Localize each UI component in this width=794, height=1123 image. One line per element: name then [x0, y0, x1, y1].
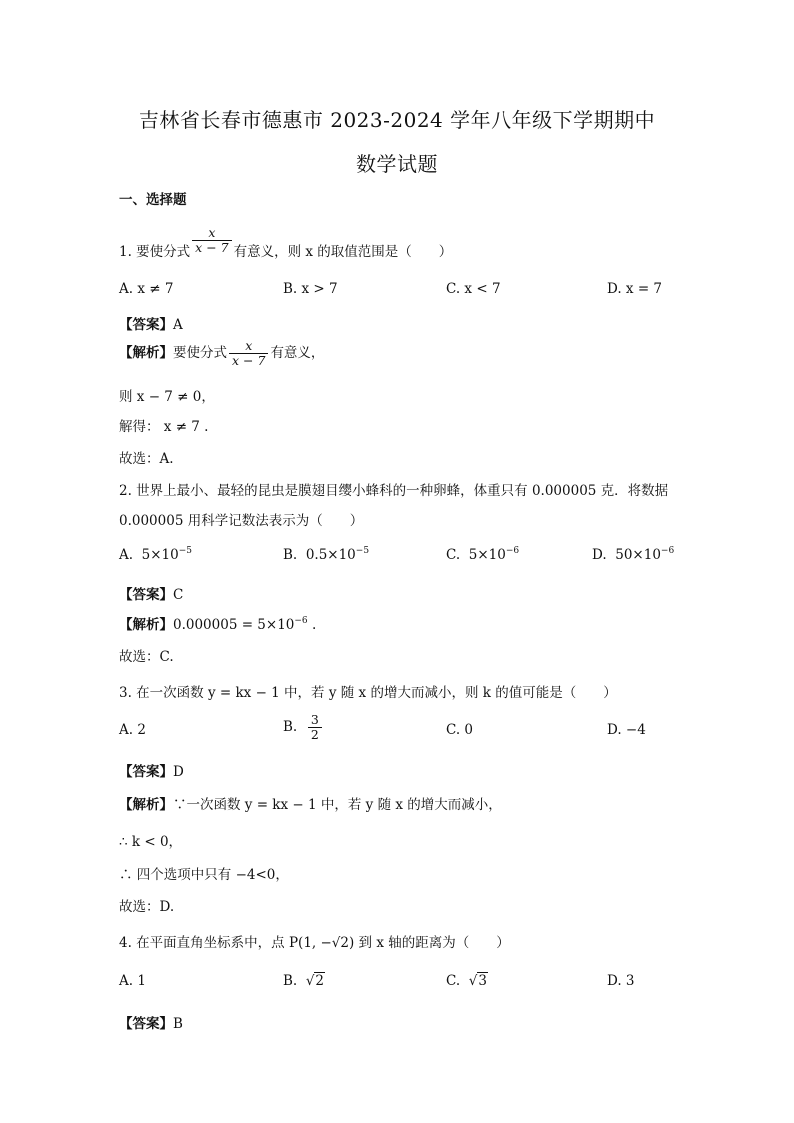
q3-analysis: 【解析】∵一次函数 y = kx − 1 中，若 y 随 x 的增大而减小， — [119, 797, 502, 813]
q4-option-d: D. 3 — [607, 973, 635, 989]
q3-option-d: D. −4 — [607, 722, 646, 738]
q1-answer: 【答案】A — [119, 317, 183, 333]
q2-answer: 【答案】C — [119, 587, 184, 603]
section-heading: 一、选择题 — [119, 192, 187, 208]
document-subtitle: 数学试题 — [356, 152, 438, 176]
q1-analysis-line: 解得： x ≠ 7 . — [119, 419, 209, 435]
document-title: 吉林省长春市德惠市 2023-2024 学年八年级下学期期中 — [138, 108, 656, 132]
q3-analysis-line: ∴ k < 0， — [119, 834, 183, 850]
q3-option-b: B. $\frac{3}{2}$ — [283, 713, 324, 742]
fraction: $\frac{3}{2}$ — [308, 713, 322, 742]
sqrt-icon: √ — [468, 973, 478, 989]
question-2-stem-line2: 0.000005 用科学记数法表示为（ ） — [119, 513, 364, 529]
sqrt-icon: √ — [305, 973, 315, 989]
q1-option-a: A. x ≠ 7 — [119, 281, 174, 297]
q1-conclusion: 故选：A. — [119, 451, 174, 467]
q3-option-c: C. 0 — [446, 722, 474, 738]
q1-option-b: B. x > 7 — [283, 281, 338, 297]
fraction: $\frac{x}{x - 7}$ — [192, 226, 231, 255]
q4-option-b: B. √2 — [283, 973, 325, 989]
q3-answer: 【答案】D — [119, 764, 184, 780]
q1-option-c: C. x < 7 — [446, 281, 501, 297]
q4-option-c: C. √3 — [446, 973, 487, 989]
q4-answer: 【答案】B — [119, 1016, 183, 1032]
q3-analysis-line: ∴ 四个选项中只有 −4<0， — [119, 867, 289, 883]
q3-option-a: A. 2 — [119, 722, 146, 738]
q2-analysis: 【解析】$0.000005 = 5\times 10^{-6}$ . — [119, 616, 317, 633]
question-2-stem-line1: 2. 世界上最小、最轻的昆虫是膜翅目缨小蜂科的一种卵蜂，体重只有 0.000005 克．将数据 — [119, 483, 669, 499]
q2-option-a: A. $5\times 10^{-5}$ — [119, 546, 193, 563]
q2-conclusion: 故选：C. — [119, 649, 174, 665]
question-1-stem: 1. 要使分式 $\frac{x}{x - 7}$ 有意义，则 x 的取值范围是（ ） — [119, 225, 453, 260]
q4-option-a: A. 1 — [119, 973, 146, 989]
question-3-stem: 3. 在一次函数 y = kx − 1 中，若 y 随 x 的增大而减小，则 k 的值可能是（ ） — [119, 685, 617, 701]
q1-option-d: D. x = 7 — [607, 281, 663, 297]
q2-option-d: D. $50\times 10^{-6}$ — [592, 546, 675, 563]
q2-option-c: C. $5\times 10^{-6}$ — [446, 546, 520, 563]
q2-option-b: B. $0.5\times 10^{-5}$ — [283, 546, 370, 563]
question-4-stem: 4. 在平面直角坐标系中，点 P(1, −√2) 到 x 轴的距离为（ ） — [119, 935, 510, 951]
fraction: $\frac{x}{x - 7}$ — [229, 339, 268, 368]
q1-analysis: 【解析】要使分式 $\frac{x}{x - 7}$ 有意义， — [119, 338, 325, 368]
q1-analysis-line: 则 x − 7 ≠ 0， — [119, 389, 215, 405]
q3-conclusion: 故选：D. — [119, 899, 175, 915]
